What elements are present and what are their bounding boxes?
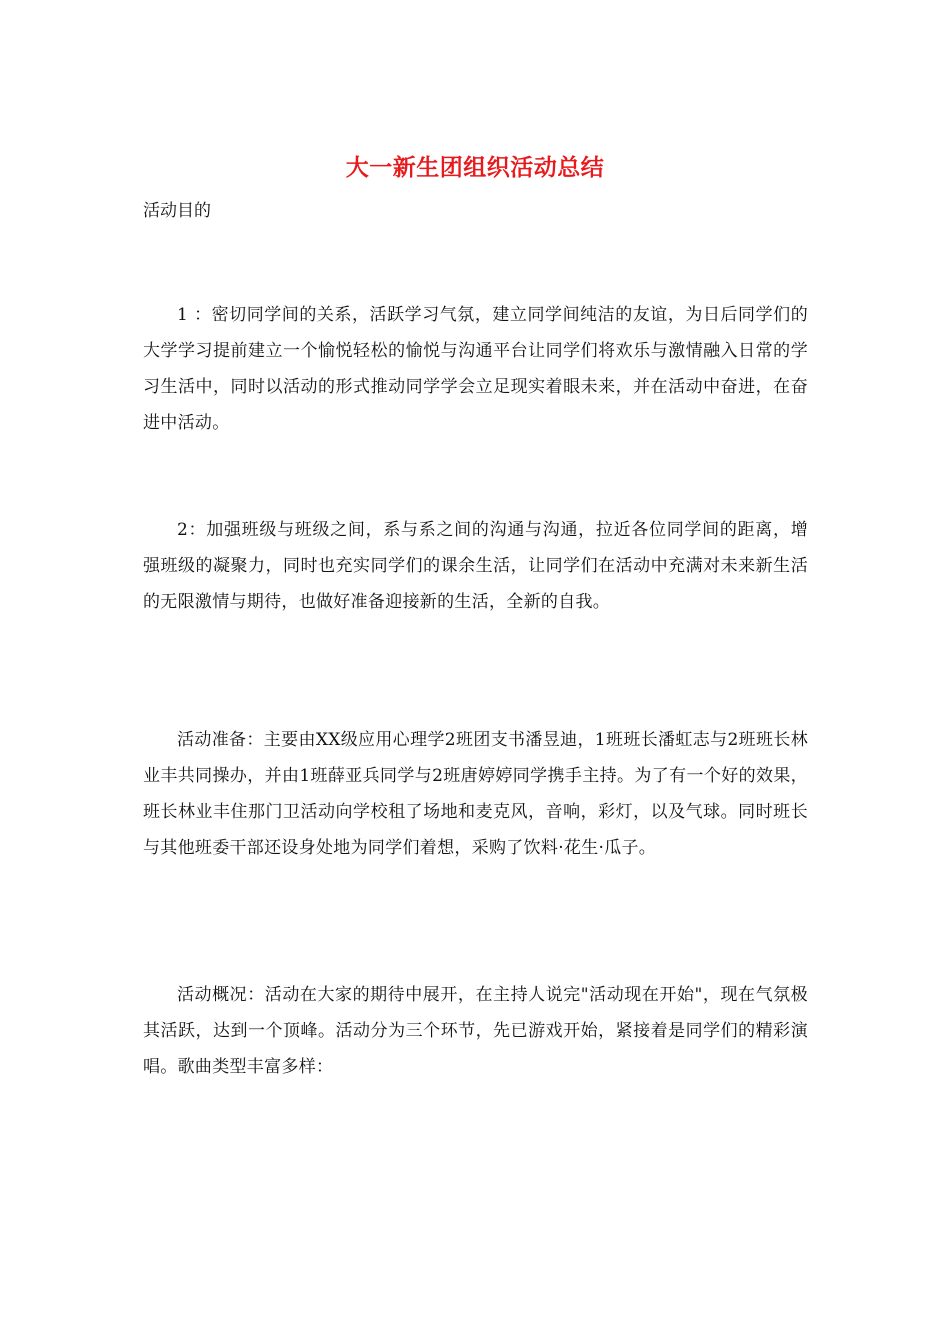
paragraph-preparation: 活动准备：主要由XX级应用心理学2班团支书潘昱迪，1班班长潘虹志与2班班长林业丰共同操办，并由1班薛亚兵同学与2班唐婷婷同学携手主持。为了有一个好的效果，班长林业丰住那门卫活动向学校租了场地和麦克风，音响，彩灯，以及气球。同时班长与其他班委干部还设身处地为同学们着想，采购了饮料·花生·瓜子。 (143, 730, 808, 858)
paragraph-purpose-1: 1 ：密切同学间的关系，活跃学习气氛，建立同学间纯洁的友谊，为日后同学们的大学学习提前建立一个愉悦轻松的愉悦与沟通平台让同学们将欢乐与激情融入日常的学习生活中，同时以活动的形式推动同学学会立足现实着眼未来，并在活动中奋进，在奋进中活动。 (143, 305, 808, 433)
paragraph-purpose-2: 2：加强班级与班级之间，系与系之间的沟通与沟通，拉近各位同学间的距离，增强班级的凝聚力，同时也充实同学们的课余生活，让同学们在活动中充满对未来新生活的无限激情与期待，也做好准备迎接新的生活，全新的自我。 (143, 520, 808, 612)
paragraph-overview: 活动概况：活动在大家的期待中展开，在主持人说完"活动现在开始"，现在气氛极其活跃，达到一个顶峰。活动分为三个环节，先已游戏开始，紧接着是同学们的精彩演唱。歌曲类型丰富多样： (143, 985, 808, 1077)
document-title: 大一新生团组织活动总结 (345, 155, 605, 181)
section-heading: 活动目的 (143, 201, 211, 221)
